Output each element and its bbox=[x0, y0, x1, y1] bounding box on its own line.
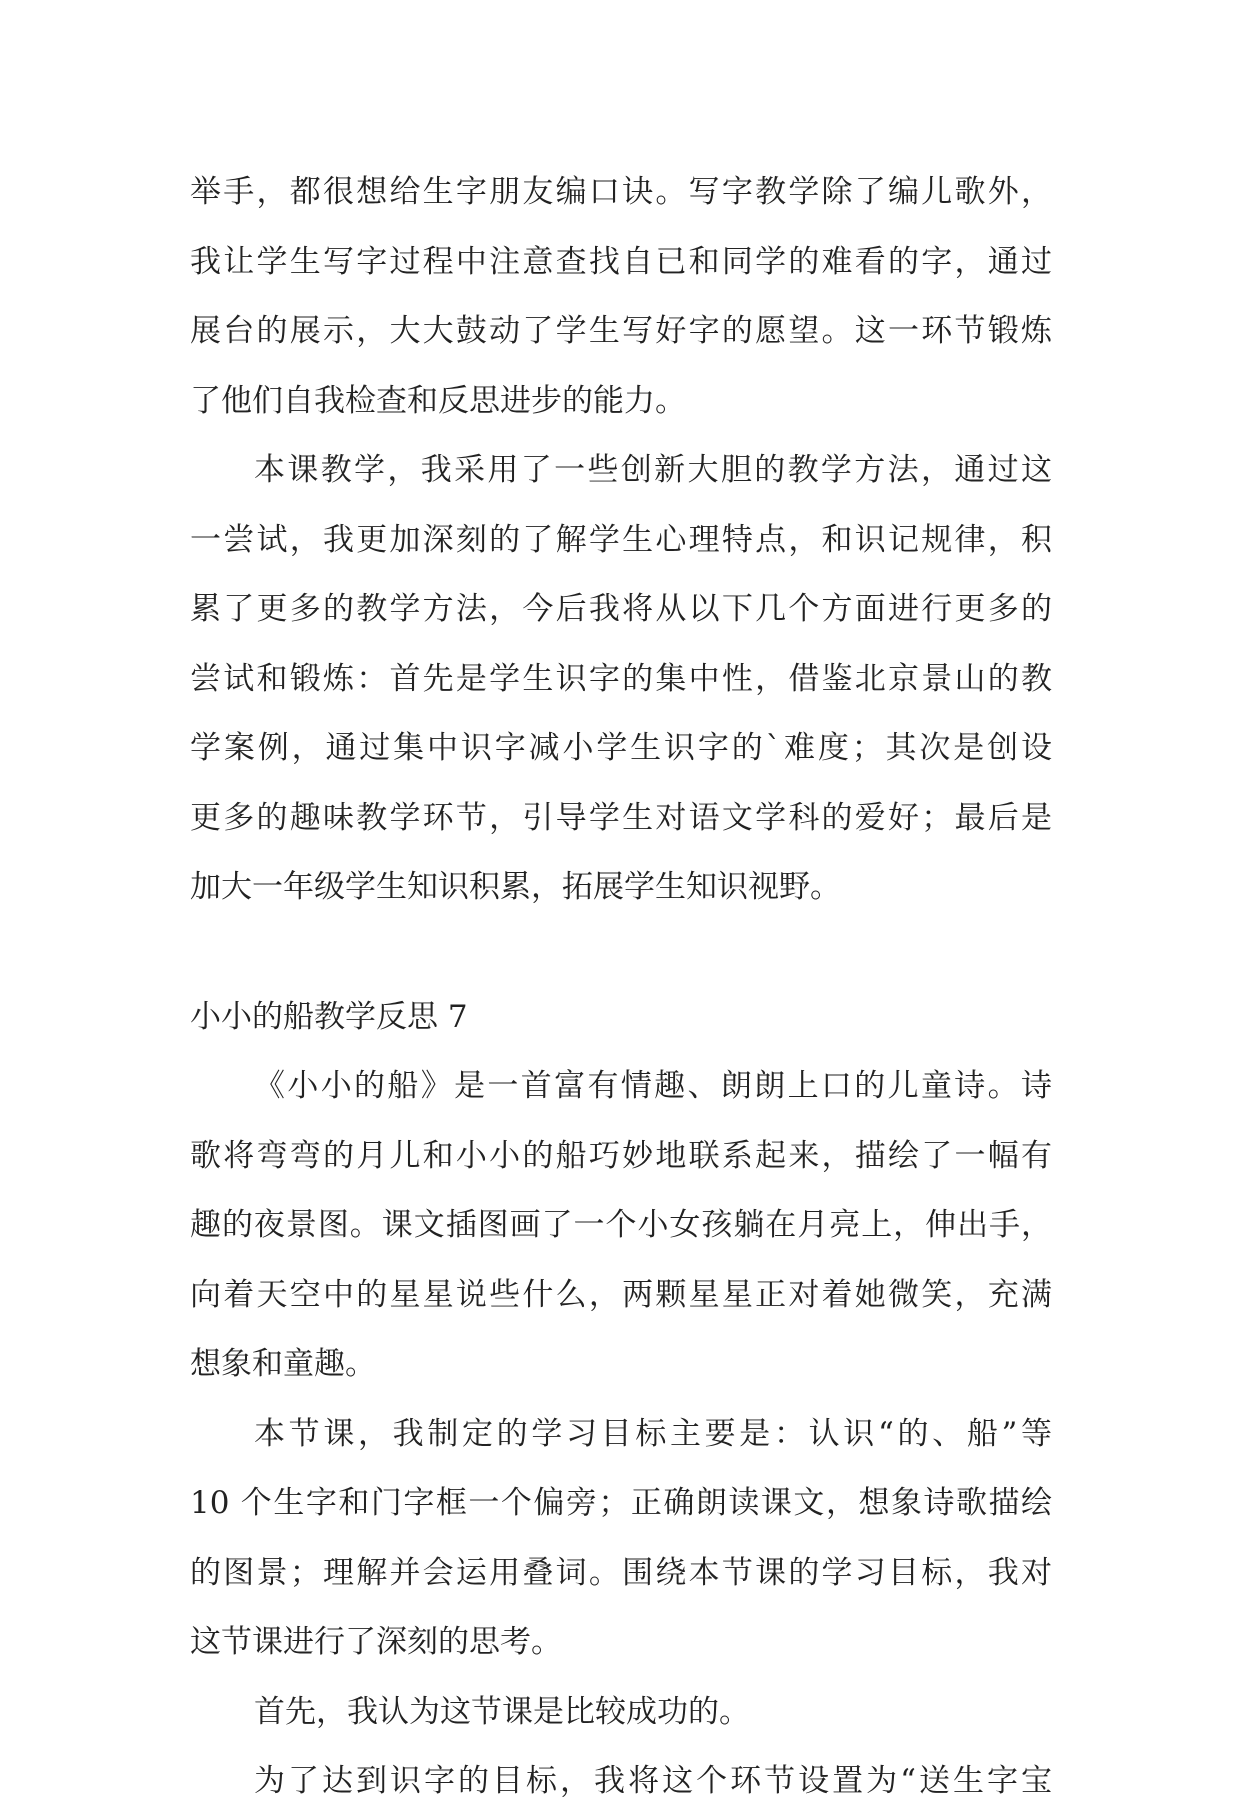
paragraph bbox=[190, 1747, 1052, 1817]
text-line: 举手，都很想给生字朋友编口诀。写字教学除了编儿歌外， bbox=[190, 174, 1052, 210]
document-body bbox=[190, 158, 1052, 1817]
text-line: 一尝试，我更加深刻的了解学生心理特点，和识记规律，积 bbox=[190, 521, 1052, 558]
text-line: 的图景；理解并会运用叠词。围绕本节课的学习目标，我对 bbox=[190, 1554, 1052, 1591]
text-line: 本课教学，我采用了一些创新大胆的教学方法，通过这 bbox=[254, 452, 1052, 488]
text-line: 学案例，通过集中识字减小学生识字的`难度；其次是创设 bbox=[190, 730, 1052, 766]
text-line: 本节课，我制定的学习目标主要是：认识“的、船”等 bbox=[254, 1415, 1052, 1452]
text-line: 首先，我认为这节课是比较成功的。 bbox=[254, 1693, 750, 1730]
text-line: 加大一年级学生知识积累，拓展学生知识视野。 bbox=[190, 869, 841, 905]
text-line: 向着天空中的星星说些什么，两颗星星正对着她微笑，充满 bbox=[190, 1276, 1052, 1313]
text-line: 我让学生写字过程中注意查找自已和同学的难看的字，通过 bbox=[190, 243, 1052, 280]
paragraph bbox=[190, 158, 1052, 436]
text-line: 为了达到识字的目标，我将这个环节设置为“送生字宝 bbox=[254, 1763, 1052, 1799]
text-line: 展台的展示，大大鼓动了学生写好字的愿望。这一环节锻炼 bbox=[190, 313, 1052, 349]
paragraph bbox=[190, 1400, 1052, 1678]
text-line: 趣的夜景图。课文插图画了一个小女孩躺在月亮上，伸出手， bbox=[190, 1207, 1052, 1243]
text-line: 歌将弯弯的月儿和小小的船巧妙地联系起来，描绘了一幅有 bbox=[190, 1137, 1052, 1174]
paragraph bbox=[190, 1678, 1052, 1748]
text-line: 更多的趣味教学环节，引导学生对语文学科的爱好；最后是 bbox=[190, 799, 1052, 836]
section-title: 小小的船教学反思 7 bbox=[190, 998, 468, 1035]
text-line: 《小小的船》是一首富有情趣、朗朗上口的儿童诗。诗 bbox=[254, 1068, 1052, 1104]
section-spacer bbox=[190, 923, 1052, 983]
paragraph bbox=[190, 1052, 1052, 1400]
text-line: 了他们自我检查和反思进步的能力。 bbox=[190, 382, 686, 419]
paragraph bbox=[190, 436, 1052, 923]
text-line: 这节课进行了深刻的思考。 bbox=[190, 1624, 562, 1660]
text-line: 累了更多的教学方法，今后我将从以下几个方面进行更多的 bbox=[190, 591, 1052, 627]
text-line: 10 个生字和门字框一个偏旁；正确朗读课文，想象诗歌描绘 bbox=[190, 1485, 1052, 1521]
text-line: 尝试和锻炼：首先是学生识字的集中性，借鉴北京景山的教 bbox=[190, 660, 1052, 697]
text-line: 想象和童趣。 bbox=[190, 1346, 376, 1382]
